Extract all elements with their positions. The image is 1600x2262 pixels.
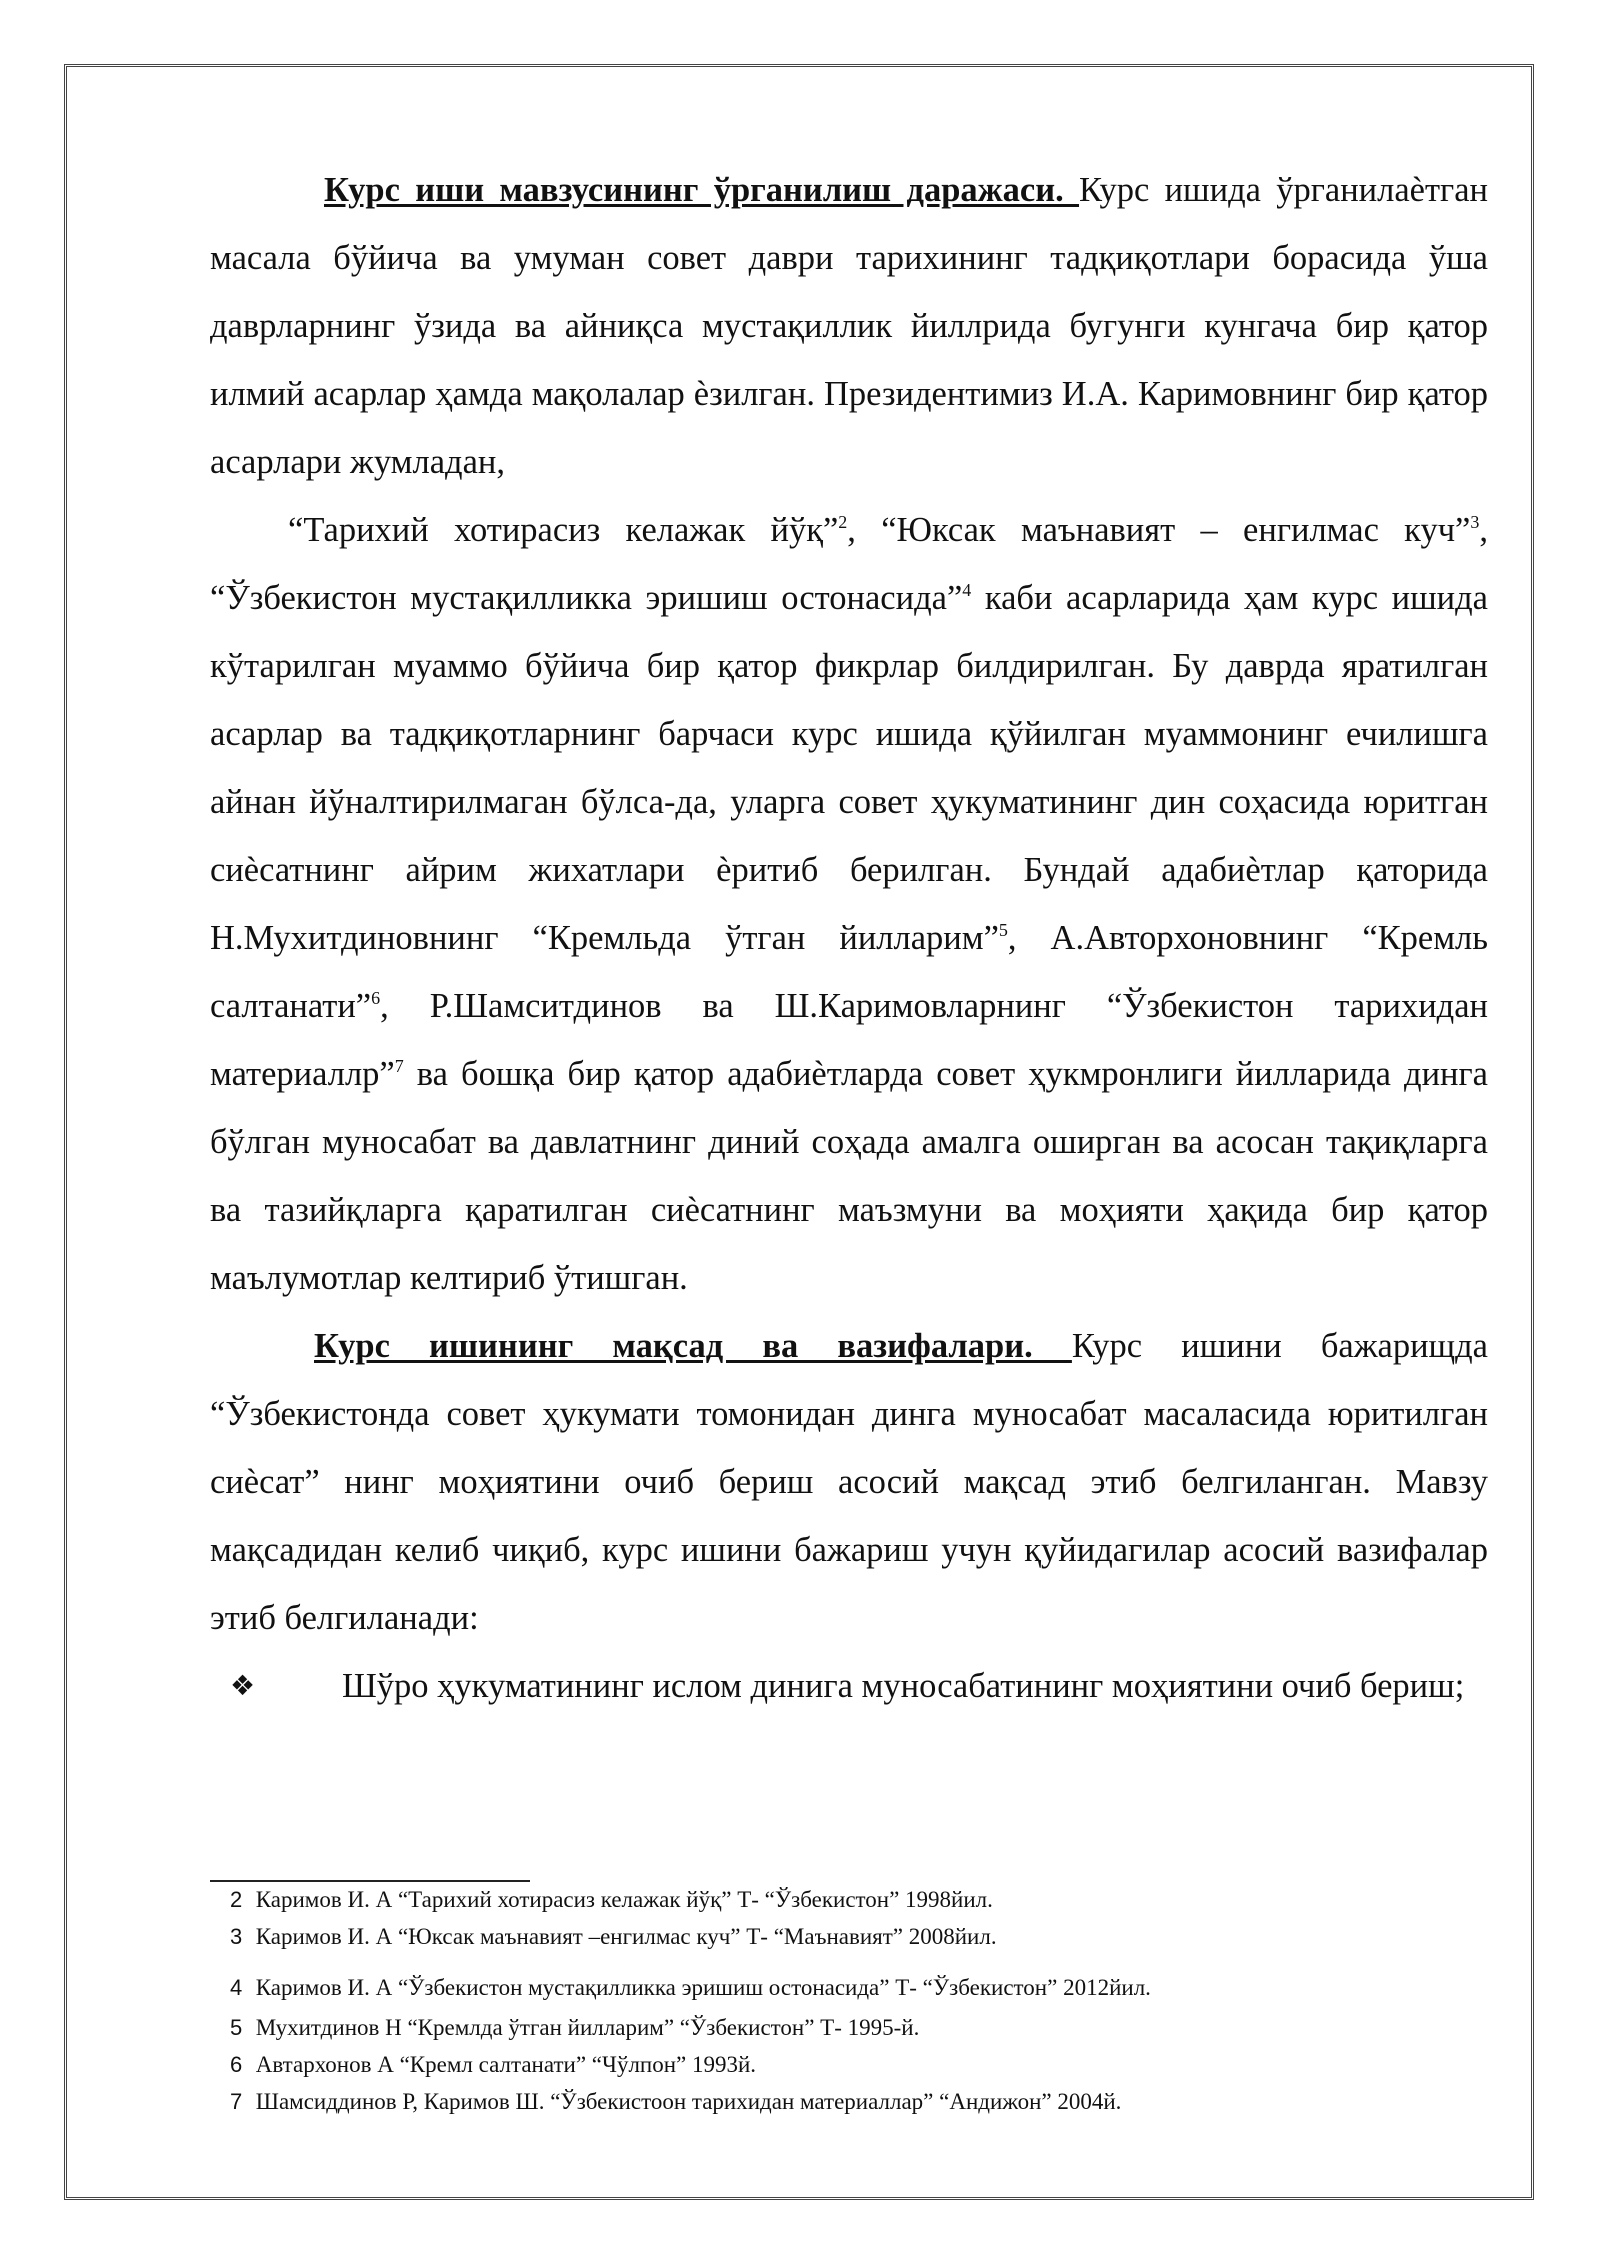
bullet-text: Шўро ҳукуматининг ислом динига муносабатининг моҳиятини очиб бериш; [342,1667,1465,1705]
footnote [230,1962,1510,2016]
bullet-item [210,1652,1488,1720]
footnote-number: 4 [230,1975,243,2000]
footnote-text: Автархонов А “Кремл салтанати” “Чўлпон” 1993й. [255,2052,757,2077]
footnote-text: Мухитдинов Н “Кремлда ўтган йилларим” “Ўзбекистон” Т- 1995-й. [255,2015,920,2040]
text-run: каби асарларида ҳам курс ишида кўтарилган муаммо бўйича бир қатор фикрлар билдирилган. Бу даврда яратилган асарлар ва тадқиқотларнинг барчаси курс ишида қўйилган муаммонинг ечилишга айнан йўналтирилмаган бўлса-да, уларга совет ҳукуматининг дин соҳасида юритган сиѐсатнинг айрим жихатлари ѐритиб берилган. Бундай адабиѐтлар қаторида Н.Мухитдиновнинг “Кремльда ўтган йилларим” [210,579,1488,957]
footnote-number: 5 [230,2015,243,2040]
paragraph-text: Курс ишини бажарищда “Ўзбекистонда совет ҳукумати томонидан динга муносабат масаласида юритилган сиѐсат” нинг моҳиятини очиб бериш асосий мақсад этиб белгиланган. Мавзу мақсадидан келиб чиқиб, курс ишини бажариш учун қуйидагилар асосий вазифалар этиб белгиланади: [210,1327,1488,1637]
footnote [230,2016,1510,2053]
footnote-text: Шамсиддинов Р, Каримов Ш. “Ўзбекистоон тарихидан материаллар” “Андижон” 2004й. [255,2089,1122,2114]
footnote-text: Каримов И. А “Тарихий хотирасиз келажак йўқ” Т- “Ўзбекистон” 1998йил. [255,1887,993,1912]
paragraph-literature [210,496,1488,1312]
footnote-ref[interactable]: 3 [1470,512,1480,532]
footnote-number: 7 [230,2089,243,2114]
footnote-text: Каримов И. А “Юксак маънавият –енгилмас куч” Т- “Маънавият” 2008йил. [255,1924,997,1949]
footnote-ref[interactable]: 4 [962,580,972,600]
footnote-number: 3 [230,1924,243,1949]
footnote [230,1888,1510,1925]
footnote-ref[interactable]: 6 [371,988,381,1008]
document-body [210,156,1488,1720]
paragraph-text: Курс ишида ўрганилаѐтган масала бўйича ва умуман совет даври тарихининг тадқиқотлари борасида ўша даврларнинг ўзида ва айниқса мустақиллик йиллрида бугунги кунгача бир қатор илмий асарлар ҳамда мақолалар ѐзилган. Президентимиз И.А. Каримовнинг бир қатор асарлари жумладан, [210,171,1488,481]
diamond-bullet-icon: ❖ [230,1669,256,1702]
paragraph-goals [210,1312,1488,1652]
footnote-ref[interactable]: 7 [394,1056,404,1076]
text-run: “Тарихий хотирасиз келажак йўқ” [288,511,839,549]
text-run: ва бошқа бир қатор адабиѐтларда совет ҳукмронлиги йилларида динга бўлган муносабат ва давлатнинг диний соҳада амалга оширган ва асосан тақиқларга ва тазийқларга қаратилган сиѐсатнинг маъзмуни ва моҳияти ҳақида бир қатор маълумотлар келтириб ўтишган. [210,1055,1488,1297]
section-heading-study-level: Курс иши мавзусининг ўрганилиш даражаси. [324,171,1080,209]
text-run: , “Юксак маънавият – енгилмас куч” [847,511,1471,549]
footnote [230,2090,1510,2127]
text-run: , А.Авторхоновнинг “Кремль салтанати” [210,919,1488,1025]
footnote [230,1925,1510,1962]
footnotes [230,1888,1510,2127]
text-run: , Р.Шамситдинов ва Ш.Каримовларнинг “Ўзбекистон тарихидан материаллр” [210,987,1488,1093]
text-run: , “Ўзбекистон мустақилликка эришиш остонасида” [210,511,1488,617]
footnote [230,2053,1510,2090]
section-heading-goals: Курс ишининг мақсад ва вазифалари. [314,1327,1072,1365]
footnote-separator [210,1880,530,1882]
footnote-ref[interactable]: 2 [838,512,848,532]
footnote-text: Каримов И. А “Ўзбекистон мустақилликка эришиш остонасида” Т- “Ўзбекистон” 2012йил. [255,1975,1151,2000]
footnote-number: 6 [230,2052,243,2077]
paragraph-study-level [210,156,1488,496]
footnote-number: 2 [230,1887,243,1912]
footnote-ref[interactable]: 5 [998,920,1008,940]
